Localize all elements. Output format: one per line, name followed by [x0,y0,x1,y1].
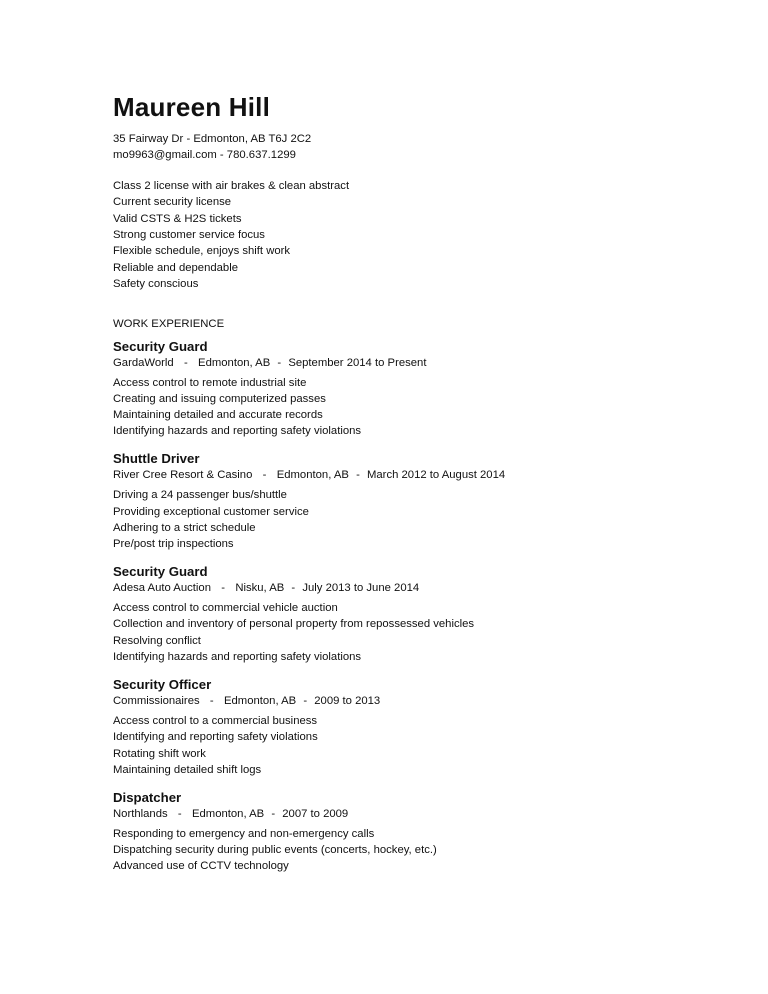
qualification-item: Strong customer service focus [113,229,265,242]
duty-item: Advanced use of CCTV technology [113,860,289,873]
job-title: Security Guard [113,338,208,354]
job-dates: July 2013 to June 2014 [302,582,420,595]
duty-item: Rotating shift work [113,747,206,760]
work-experience-heading: WORK EXPERIENCE [113,317,225,330]
job-duties [113,826,733,875]
applicant-name: Maureen Hill [113,92,270,122]
duty-item: Collection and inventory of personal property from repossessed vehicles [113,618,475,631]
duty-item: Creating and issuing computerized passes [113,392,326,405]
duty-item: Access control to remote industrial site [113,376,307,389]
address-line: 35 Fairway Dr - Edmonton, AB T6J 2C2 [113,133,312,145]
duty-item: Adhering to a strict schedule [113,521,256,534]
job-meta: Northlands - Edmonton, AB - 2007 to 2009 [113,807,349,820]
qualification-item: Reliable and dependable [113,261,238,274]
job-meta: Adesa Auto Auction - Nisku, AB - July 2013 to June 2014 [113,582,420,595]
job-duties [113,600,733,665]
duty-item: Maintaining detailed and accurate records [113,409,323,422]
duty-item: Driving a 24 passenger bus/shuttle [113,489,287,502]
job-employer: Northlands [113,807,168,820]
job-location: Edmonton, AB [191,807,265,820]
job-entry [113,676,733,778]
job-title: Security Guard [113,564,208,580]
job-meta: Commissionaires - Edmonton, AB - 2009 to 2013 [113,695,381,708]
job-employer: River Cree Resort & Casino [113,469,253,482]
contact-line: mo9963@gmail.com - 780.637.1299 [113,149,296,162]
duty-item: Providing exceptional customer service [113,505,309,518]
job-dates: 2009 to 2013 [314,695,381,708]
job-title: Security Officer [113,677,212,693]
job-duties [113,713,733,778]
job-title: Dispatcher [113,789,182,805]
qualification-item: Class 2 license with air brakes & clean abstract [113,179,350,192]
duty-item: Identifying and reporting safety violations [113,731,318,744]
job-dates: September 2014 to Present [288,356,427,369]
qualifications-list [113,178,733,293]
duty-item: Identifying hazards and reporting safety violations [113,425,362,438]
job-location: Edmonton, AB [276,469,349,482]
job-meta: River Cree Resort & Casino - Edmonton, AB - March 2012 to August 2014 [113,469,506,482]
qualification-item: Current security license [113,196,232,209]
job-dates: 2007 to 2009 [282,807,349,820]
job-location: Nisku, AB [235,582,285,595]
duty-item: Maintaining detailed shift logs [113,763,262,776]
job-entry [113,789,733,875]
job-employer: GardaWorld [113,356,174,369]
job-employer: Commissionaires [113,695,200,708]
job-dates: March 2012 to August 2014 [366,469,506,482]
qualification-item: Flexible schedule, enjoys shift work [113,245,291,258]
job-entry [113,563,733,665]
job-entry [113,450,733,552]
duty-item: Resolving conflict [113,634,201,647]
duty-item: Dispatching security during public events (concerts, hockey, etc.) [113,844,437,857]
job-meta: GardaWorld - Edmonton, AB - September 2014 to Present [113,356,427,369]
job-title: Shuttle Driver [113,451,200,467]
job-location: Edmonton, AB [198,356,271,369]
duty-item: Pre/post trip inspections [113,538,234,551]
duty-item: Responding to emergency and non-emergency calls [113,827,375,840]
duty-item: Access control to commercial vehicle auction [113,602,338,615]
job-duties [113,375,733,440]
job-employer: Adesa Auto Auction [113,582,211,595]
qualification-item: Safety conscious [113,278,199,291]
duty-item: Access control to a commercial business [113,715,318,728]
duty-item: Identifying hazards and reporting safety violations [113,650,362,663]
job-duties [113,487,733,552]
job-entry [113,338,733,440]
qualification-item: Valid CSTS & H2S tickets [113,212,242,225]
resume-page [113,92,733,886]
job-location: Edmonton, AB [223,695,297,708]
